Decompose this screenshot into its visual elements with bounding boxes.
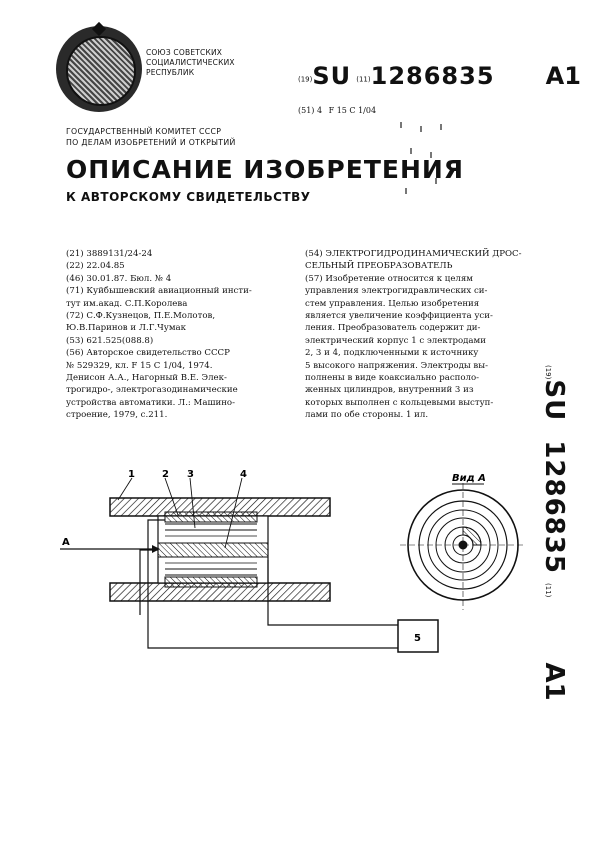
abstract-line: лами по обе стороны. 1 ил.: [305, 410, 429, 421]
biblio-line: (22) 22.04.85: [66, 261, 125, 272]
biblio-line: (72) С.Ф.Кузнецов, П.Е.Молотов,: [66, 311, 216, 322]
label-5: 5: [414, 633, 421, 644]
biblio-line: (46) 30.01.87. Бюл. № 4: [66, 273, 172, 284]
biblio-line: (71) Куйбышевский авиационный инсти-: [66, 286, 252, 297]
abstract-line: стем управления. Целью изобретения: [305, 298, 480, 309]
committee-line: ПО ДЕЛАМ ИЗОБРЕТЕНИЙ И ОТКРЫТИЙ: [66, 138, 236, 147]
electrode-3: [158, 530, 268, 569]
biblio-line: (21) 3889131/24-24: [66, 249, 153, 259]
country-code: SU: [312, 62, 352, 90]
abstract-line: 5 высокого напряжения. Электроды вы-: [305, 360, 489, 371]
biblio-line: (56) Авторское свидетельство СССР: [66, 348, 230, 359]
biblio-line: тут им.акад. С.П.Королева: [66, 298, 188, 309]
side-code-11: (11): [544, 583, 552, 598]
side-patent-number: 1286835: [539, 440, 569, 574]
label-3: 3: [187, 469, 194, 480]
abstract-line: женных цилиндров, внутренний 3 из: [305, 385, 474, 396]
flow-arrow: [60, 545, 160, 553]
biblio-line: трогидро-, электрогазодинамические: [66, 385, 238, 396]
code-19: (19): [298, 75, 313, 84]
patent-number: 1286835: [370, 62, 495, 90]
abstract-line: электрический корпус 1 с электродами: [305, 335, 486, 346]
biblio-line: № 529329, кл. F 15 C 1/04, 1974.: [66, 360, 213, 371]
abstract-line: полнены в виде коаксиально располо-: [305, 373, 480, 384]
label-1: 1: [128, 469, 135, 480]
document-subtitle: К АВТОРСКОМУ СВИДЕТЕЛЬСТВУ: [66, 190, 311, 204]
side-country-code: SU: [539, 379, 569, 422]
code-11: (11): [356, 75, 371, 84]
side-code-19: (19): [544, 365, 552, 380]
label-4: 4: [240, 469, 247, 480]
abstract-line: которых выполнен с кольцевыми выступ-: [305, 397, 494, 408]
abstract-line: (54) ЭЛЕКТРОГИДРОДИНАМИЧЕСКИЙ ДРОС-: [305, 249, 522, 259]
biblio-line: (53) 621.525(088.8): [66, 335, 154, 346]
side-kind-code: A1: [539, 662, 569, 701]
biblio-line: Денисон А.А., Нагорный В.Е. Элек-: [66, 373, 227, 384]
biblio-line: строение, 1979, с.211.: [66, 410, 168, 421]
section-view-a: [400, 483, 525, 610]
abstract-line: (57) Изобретение относится к целям: [305, 273, 473, 284]
abstract-line: является увеличение коэффициента уси-: [305, 311, 493, 322]
union-line: СОЮЗ СОВЕТСКИХ: [146, 48, 223, 57]
label-arrow-a: A: [62, 537, 70, 548]
abstract-line: СЕЛЬНЫЙ ПРЕОБРАЗОВАТЕЛЬ: [305, 261, 453, 272]
committee-line: ГОСУДАРСТВЕННЫЙ КОМИТЕТ СССР: [66, 127, 222, 136]
biblio-line: устройства автоматики. Л.: Машино-: [66, 397, 236, 408]
document-title: ОПИСАНИЕ ИЗОБРЕТЕНИЯ: [66, 155, 465, 184]
abstract-line: управления электрогидравлических си-: [305, 286, 488, 297]
biblio-line: Ю.В.Паринов и Л.Г.Чумак: [66, 323, 187, 334]
ipc-class: F 15 C 1/04: [328, 106, 377, 115]
abstract-line: ления. Преобразователь содержит ди-: [305, 323, 481, 334]
label-view-a: Вид А: [452, 473, 486, 484]
abstract-line: 2, 3 и 4, подключенными к источнику: [305, 348, 479, 359]
union-line: РЕСПУБЛИК: [146, 68, 195, 77]
label-2: 2: [162, 469, 169, 480]
ipc-label: (51) 4: [298, 106, 323, 115]
union-line: СОЦИАЛИСТИЧЕСКИХ: [146, 58, 235, 67]
kind-code: A1: [545, 62, 581, 90]
